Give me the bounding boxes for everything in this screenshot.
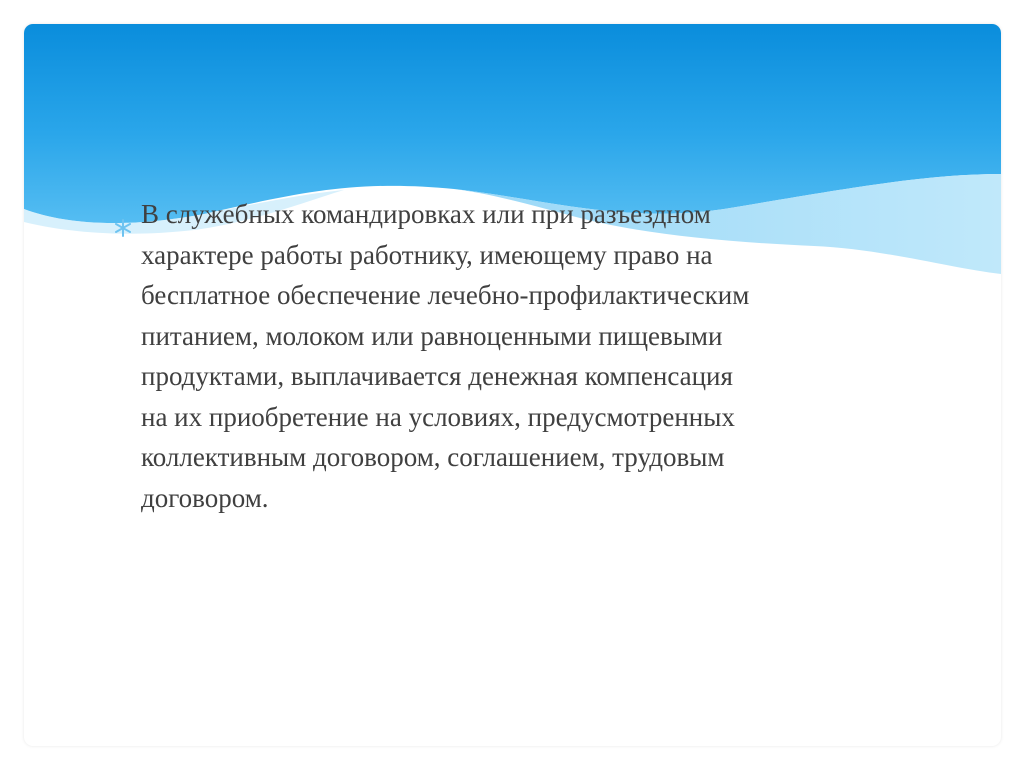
paragraph-line: В служебных командировках или при разъездном: [141, 199, 711, 229]
paragraph-line: бесплатное обеспечение лечебно-профилактическим: [141, 280, 750, 310]
slide: [24, 24, 1001, 746]
paragraph-line: характере работы работнику, имеющему право на: [141, 239, 713, 270]
paragraph-line: коллективным договором, соглашением, трудовым: [141, 442, 725, 472]
paragraph-line: на их приобретение на условиях, предусмотренных: [141, 401, 735, 432]
paragraph-line: питанием, молоком или равноценными пищевыми: [141, 320, 723, 351]
paragraph-line: продуктами, выплачивается денежная компенсация: [141, 361, 733, 391]
asterisk-bullet-icon: [109, 214, 137, 242]
bullet-paragraph: [141, 194, 961, 518]
paragraph-line: договором.: [141, 482, 269, 513]
